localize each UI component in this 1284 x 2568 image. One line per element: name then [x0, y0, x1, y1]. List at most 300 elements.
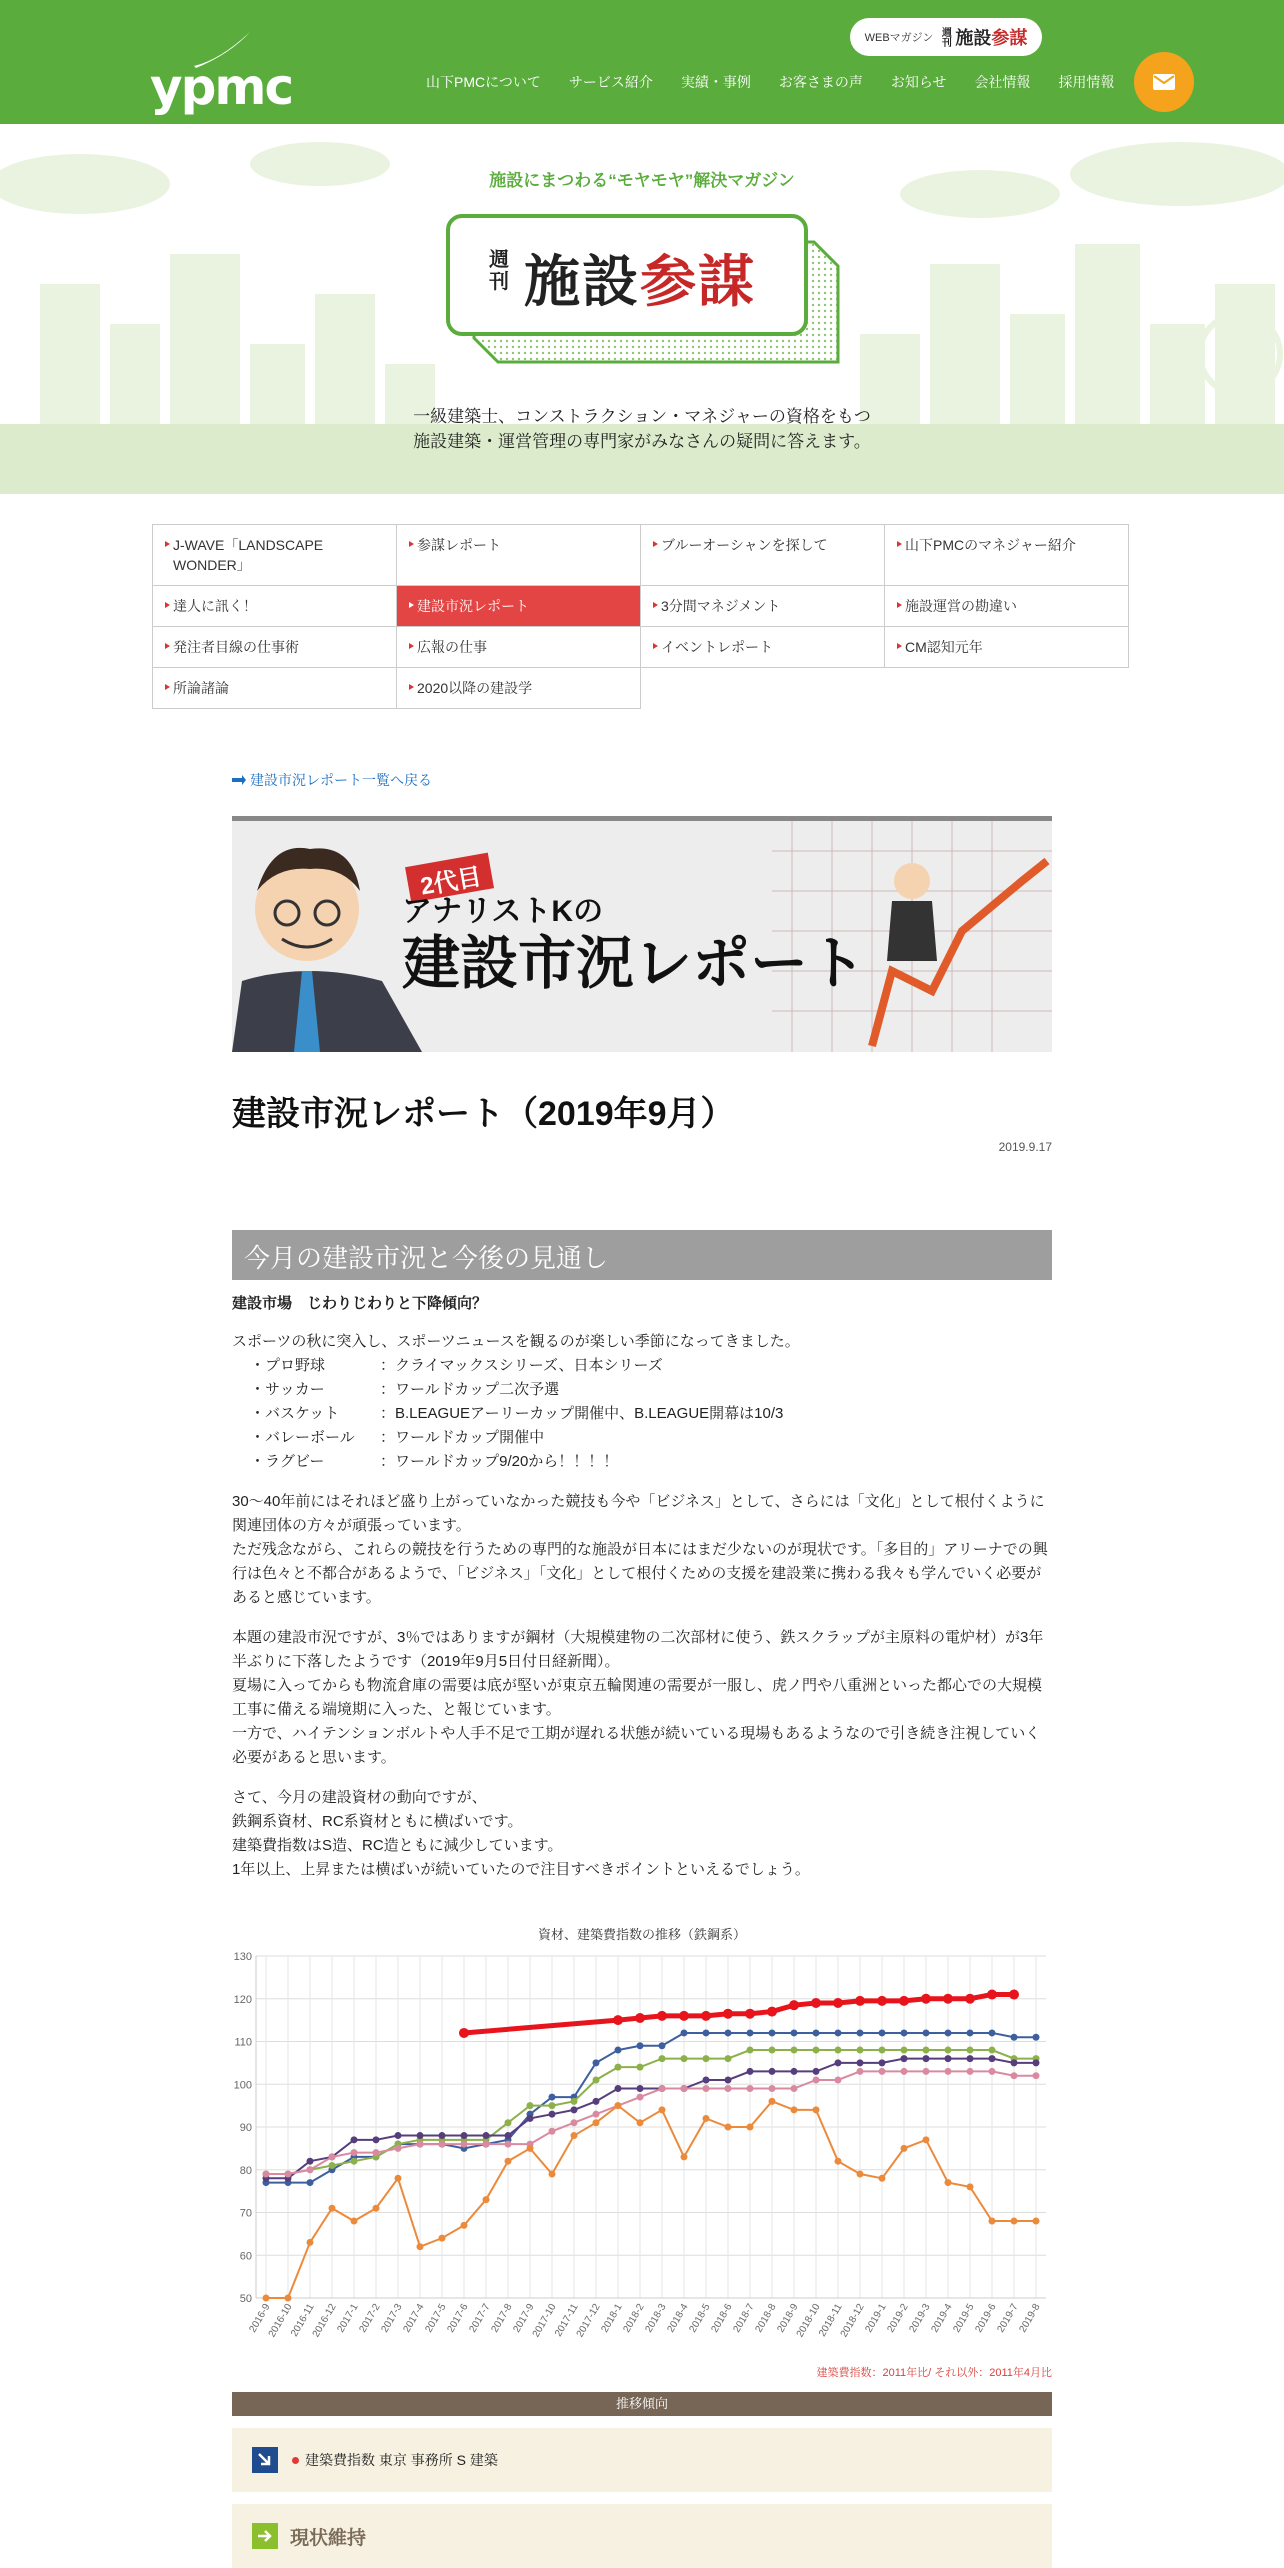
back-link-label: 建設市況レポート一覧へ戻る — [250, 772, 432, 788]
data-point — [989, 2055, 996, 2062]
data-point — [1033, 2034, 1040, 2041]
webmag-title-b: 参謀 — [991, 28, 1028, 48]
data-point — [989, 2218, 996, 2225]
cat-shoron[interactable]: 所論諸論 — [152, 667, 397, 709]
nav-cases[interactable]: 実績・事例 — [680, 74, 751, 90]
data-point — [745, 2009, 755, 2019]
data-point — [613, 2015, 623, 2025]
data-point — [483, 2132, 490, 2139]
site-header — [0, 0, 1284, 124]
x-tick-label: 2017-6 — [445, 2302, 471, 2335]
data-point — [967, 2068, 974, 2075]
arrow-down-right-icon — [252, 2447, 278, 2473]
data-point — [921, 1994, 931, 2004]
data-point — [461, 2222, 468, 2229]
sub-heading: 建設市場 じわりじわりと下降傾向？ — [232, 1295, 488, 1312]
data-point — [681, 2055, 688, 2062]
data-point — [923, 2029, 930, 2036]
data-point — [459, 2028, 469, 2038]
x-tick-label: 2017-4 — [401, 2302, 427, 2335]
x-tick-label: 2019-5 — [951, 2302, 977, 2335]
sports-item — [232, 1426, 1052, 1450]
x-tick-label: 2018-1 — [599, 2302, 625, 2335]
x-tick-label: 2018-6 — [709, 2302, 735, 2335]
data-point — [549, 2094, 556, 2101]
data-point — [857, 2171, 864, 2178]
y-tick-label: 50 — [239, 2293, 252, 2305]
x-tick-label: 2017-7 — [467, 2302, 493, 2335]
hero-tagline: 施設にまつわる“モヤモヤ”解決マガジン — [489, 171, 795, 190]
data-point — [461, 2132, 468, 2139]
x-tick-label: 2019-1 — [863, 2302, 889, 2335]
cat-after-2020[interactable]: 2020以降の建設学 — [396, 667, 641, 709]
data-point — [571, 2098, 578, 2105]
data-point — [679, 2011, 689, 2021]
x-tick-label: 2019-2 — [885, 2302, 911, 2335]
data-point — [329, 2205, 336, 2212]
x-tick-label: 2019-3 — [907, 2302, 933, 2335]
data-point — [1033, 2072, 1040, 2079]
data-point — [967, 2029, 974, 2036]
data-point — [505, 2141, 512, 2148]
paragraph-8: 鉄鋼系資材、RC系資材ともに横ばいです。 — [232, 1813, 523, 1830]
banner-line2: 建設市況レポート — [402, 931, 867, 996]
data-point — [549, 2111, 556, 2118]
x-tick-label: 2017-10 — [530, 2302, 559, 2340]
sports-value: ：ワールドカップ二次予選 — [380, 1381, 560, 1398]
data-point — [307, 2158, 314, 2165]
sports-value: ：ワールドカップ9/20から！！！！ — [380, 1453, 619, 1470]
data-point — [615, 2085, 622, 2092]
data-point — [1011, 2059, 1018, 2066]
paragraph-2: 30～40年前にはそれほど盛り上がっていなかった競技も今や「ビジネス」として、さらには「文化」として根付くように関連団体の方々が頑張っています。 — [232, 1493, 1045, 1534]
data-point — [965, 1994, 975, 2004]
sports-key: ・バスケット — [250, 1405, 340, 1422]
cat-cm-year[interactable]: CM認知元年 — [884, 626, 1129, 668]
series-line — [266, 2101, 1036, 2298]
data-point — [285, 2295, 292, 2302]
data-point — [527, 2115, 534, 2122]
data-point — [835, 2029, 842, 2036]
data-point — [329, 2153, 336, 2160]
data-point — [967, 2183, 974, 2190]
data-point — [747, 2029, 754, 2036]
data-point — [901, 2068, 908, 2075]
x-tick-label: 2018-9 — [775, 2302, 801, 2335]
y-tick-label: 60 — [239, 2250, 252, 2263]
webmag-title-a: 施設 — [955, 28, 992, 48]
data-point — [571, 2106, 578, 2113]
data-point — [791, 2068, 798, 2075]
data-point — [791, 2085, 798, 2092]
data-point — [857, 2059, 864, 2066]
data-point — [615, 2064, 622, 2071]
data-point — [879, 2068, 886, 2075]
data-point — [791, 2106, 798, 2113]
bullet-dot-icon — [292, 2457, 299, 2464]
x-tick-label: 2017-5 — [423, 2302, 449, 2335]
data-point — [769, 2098, 776, 2105]
data-point — [571, 2119, 578, 2126]
cat-client-view[interactable]: 発注者目線の仕事術 — [152, 626, 397, 668]
data-point — [527, 2102, 534, 2109]
data-point — [351, 2149, 358, 2156]
paragraph-3: ただ残念ながら、これらの競技を行うための専門的な施設が日本にはまだ少ないのが現状です。「多目的」アリーナでの興行は色々と不都合があるようで、「ビジネス」「文化」として根付くための支援を建設業に携わる我々も学んでいく必要があると感じています。 — [232, 1541, 1048, 1606]
data-point — [769, 2068, 776, 2075]
data-point — [701, 2011, 711, 2021]
x-tick-label: 2018-10 — [794, 2302, 823, 2340]
x-tick-label: 2018-7 — [731, 2302, 757, 2335]
hero-desc-line1: 一級建築士、コンストラクション・マネジャーの資格をもつ — [413, 407, 871, 426]
data-point — [1033, 2218, 1040, 2225]
data-point — [945, 2179, 952, 2186]
paragraph-5: 夏場に入ってからも物流倉庫の需要は底が堅いが東京五輪関連の需要が一服し、虎ノ門や八重洲といった都心での大規模工事に備える端境期に入った、と報じています。 — [232, 1677, 1043, 1718]
data-point — [857, 2029, 864, 2036]
data-point — [857, 2047, 864, 2054]
nav-about[interactable]: 山下PMCについて — [426, 74, 541, 90]
data-point — [901, 2145, 908, 2152]
data-point — [593, 2119, 600, 2126]
sports-key: ・サッカー — [250, 1381, 325, 1398]
data-point — [351, 2218, 358, 2225]
data-point — [659, 2085, 666, 2092]
data-point — [637, 2064, 644, 2071]
data-point — [635, 2013, 645, 2023]
chart-title: 資材、建築費指数の推移（鉄鋼系） — [537, 1927, 746, 1942]
data-point — [703, 2029, 710, 2036]
paragraph-10: 1年以上、上昇または横ばいが続いていたので注目すべきポイントといえるでしょう。 — [232, 1861, 810, 1878]
y-tick-label: 90 — [239, 2122, 252, 2134]
chart-canvas — [232, 1946, 1052, 2358]
steel-index-chart — [232, 1916, 1052, 2386]
sports-value: ：クライマックスシリーズ、日本シリーズ — [380, 1357, 663, 1374]
webmag-small-label: WEBマガジン — [864, 32, 934, 44]
cat-pr-work[interactable]: 広報の仕事 — [396, 626, 641, 668]
paragraph-4: 本題の建設市況ですが、3％ではありますが鋼材（大規模建物の二次部材に使う、鉄スクラップが主原料の電炉材）が3年半ぶりに下落したようです（2019年9月5日付日経新聞）。 — [232, 1629, 1044, 1670]
logo-weekly-2: 刊 — [489, 269, 509, 293]
data-point — [723, 2009, 733, 2019]
logo-title-a: 施設 — [524, 249, 640, 315]
hero — [0, 124, 1284, 494]
data-point — [857, 2068, 864, 2075]
x-tick-label: 2017-1 — [335, 2302, 361, 2335]
data-point — [813, 2029, 820, 2036]
cat-manager-intro[interactable]: 山下PMCのマネジャー紹介 — [884, 524, 1129, 586]
data-point — [835, 2076, 842, 2083]
x-tick-label: 2018-5 — [687, 2302, 713, 2335]
series-line — [266, 2071, 1036, 2174]
paragraph-9: 建築費指数はS造、RC造ともに減少しています。 — [232, 1837, 563, 1854]
article-body — [232, 1330, 1052, 1898]
report-banner — [232, 816, 1052, 1052]
data-point — [417, 2141, 424, 2148]
data-point — [571, 2132, 578, 2139]
data-point — [789, 2000, 799, 2010]
data-point — [945, 2029, 952, 2036]
x-tick-label: 2017-11 — [553, 2302, 581, 2339]
paragraph-6: 一方で、ハイテンションボルトや人手不足で工期が遅れる状態が続いている現場もあるようなので引き続き注視していく必要があると思います。 — [232, 1725, 1041, 1766]
arrow-right-icon — [252, 2523, 278, 2549]
data-point — [989, 2029, 996, 2036]
data-point — [373, 2205, 380, 2212]
data-point — [395, 2175, 402, 2182]
data-point — [989, 2047, 996, 2054]
x-tick-label: 2017-8 — [489, 2302, 515, 2335]
data-point — [703, 2085, 710, 2092]
nav-recruit[interactable]: 採用情報 — [1058, 74, 1115, 90]
paragraph-1: スポーツの秋に突入し、スポーツニュースを観るのが楽しい季節になってきました。 — [232, 1333, 800, 1350]
logo-weekly — [488, 248, 510, 292]
data-point — [747, 2047, 754, 2054]
data-point — [769, 2047, 776, 2054]
data-point — [307, 2166, 314, 2173]
cat-jwave[interactable]: J-WAVE「LANDSCAPE WONDER」 — [152, 524, 397, 586]
data-point — [263, 2171, 270, 2178]
data-point — [769, 2085, 776, 2092]
webmag-badge[interactable] — [850, 18, 1042, 56]
y-tick-label: 110 — [234, 2036, 252, 2049]
logo-title — [524, 238, 756, 318]
data-point — [483, 2196, 490, 2203]
series-line — [266, 2033, 1036, 2183]
data-point — [657, 2011, 667, 2021]
sports-value: ：B.LEAGUEアーリーカップ開催中、B.LEAGUE開幕は10/3 — [380, 1405, 784, 1422]
arrow-right-icon — [232, 775, 246, 785]
data-point — [1011, 2034, 1018, 2041]
data-point — [879, 2059, 886, 2066]
data-point — [593, 2111, 600, 2118]
x-tick-label: 2019-7 — [995, 2302, 1021, 2335]
data-point — [505, 2158, 512, 2165]
data-point — [461, 2141, 468, 2148]
banner-badge: 2代目 — [418, 863, 484, 901]
sports-item — [232, 1402, 1052, 1426]
x-tick-label: 2018-2 — [621, 2302, 647, 2335]
x-tick-label: 2018-12 — [838, 2302, 867, 2340]
data-point — [615, 2102, 622, 2109]
data-point — [945, 2055, 952, 2062]
x-tick-label: 2017-12 — [574, 2302, 603, 2340]
nav-services[interactable]: サービス紹介 — [568, 74, 653, 90]
data-point — [899, 1996, 909, 2006]
x-tick-label: 2018-11 — [817, 2302, 845, 2339]
data-point — [417, 2132, 424, 2139]
section-heading: 今月の建設市況と今後の見通し — [232, 1230, 1052, 1280]
article — [232, 770, 1052, 1878]
data-point — [417, 2243, 424, 2250]
logo-weekly-1: 週 — [489, 247, 509, 271]
data-point — [901, 2047, 908, 2054]
y-tick-label: 130 — [233, 1951, 252, 1963]
x-tick-label: 2017-3 — [379, 2302, 405, 2335]
series-line — [266, 2059, 1036, 2179]
webmag-weekly: 週刊 — [939, 27, 951, 47]
data-point — [285, 2171, 292, 2178]
x-tick-label: 2017-9 — [511, 2302, 537, 2335]
data-point — [901, 2029, 908, 2036]
trend-item-label: 建築費指数 東京 事務所 S 建築 — [305, 2452, 498, 2468]
data-point — [593, 2059, 600, 2066]
data-point — [1011, 2072, 1018, 2079]
data-point — [659, 2042, 666, 2049]
data-point — [835, 2047, 842, 2054]
sports-value: ：ワールドカップ開催中 — [380, 1429, 545, 1446]
data-point — [879, 2175, 886, 2182]
data-point — [923, 2136, 930, 2143]
data-point — [527, 2145, 534, 2152]
series-line — [266, 2050, 1036, 2174]
paragraph-7: さて、今月の建設資材の動向ですが、 — [232, 1789, 487, 1806]
webmag-title — [955, 24, 1027, 50]
data-point — [1033, 2059, 1040, 2066]
data-point — [659, 2106, 666, 2113]
x-tick-label: 2019-6 — [973, 2302, 999, 2335]
hero-description — [0, 404, 1284, 454]
cat-3min-management[interactable]: 3分間マネジメント — [640, 585, 885, 627]
data-point — [637, 2085, 644, 2092]
banner-line1: アナリストKの — [402, 895, 604, 928]
data-point — [791, 2047, 798, 2054]
shisetsu-sanbou-logo — [444, 212, 840, 372]
x-tick-label: 2016-10 — [266, 2302, 295, 2340]
cat-event-report[interactable]: イベントレポート — [640, 626, 885, 668]
data-point — [725, 2085, 732, 2092]
x-tick-label: 2016-11 — [289, 2302, 317, 2339]
nav-company[interactable]: 会社情報 — [974, 74, 1031, 90]
data-point — [879, 2029, 886, 2036]
publish-date: 2019.9.17 — [998, 1140, 1052, 1154]
x-tick-label: 2016-9 — [247, 2302, 273, 2335]
nav-voices[interactable]: お客さまの声 — [778, 74, 863, 90]
cat-tatsujin[interactable]: 達人に訊く！ — [152, 585, 397, 627]
data-point — [703, 2076, 710, 2083]
sports-item — [232, 1378, 1052, 1402]
data-point — [945, 2068, 952, 2075]
data-point — [747, 2068, 754, 2075]
cat-sanbou-report[interactable]: 参謀レポート — [396, 524, 641, 586]
back-link[interactable] — [232, 770, 1052, 790]
x-tick-label: 2019-8 — [1017, 2302, 1043, 2335]
data-point — [987, 1989, 997, 1999]
nav-news[interactable]: お知らせ — [890, 74, 947, 90]
sports-key: ・ラグビー — [250, 1453, 325, 1470]
data-point — [307, 2179, 314, 2186]
chart-note: 建築費指数：2011年比/ それ以外：2011年4月比 — [816, 2367, 1052, 2379]
data-point — [637, 2094, 644, 2101]
series-line — [464, 1994, 1014, 2032]
data-point — [879, 2047, 886, 2054]
data-point — [791, 2029, 798, 2036]
data-point — [505, 2119, 512, 2126]
x-tick-label: 2017-2 — [357, 2302, 383, 2335]
data-point — [1011, 2218, 1018, 2225]
data-point — [725, 2029, 732, 2036]
trend-header: 推移傾向 — [232, 2392, 1052, 2416]
data-point — [967, 2055, 974, 2062]
data-point — [725, 2124, 732, 2131]
data-point — [813, 2076, 820, 2083]
data-point — [637, 2119, 644, 2126]
x-tick-label: 2018-8 — [753, 2302, 779, 2335]
hero-desc-line2: 施設建築・運営管理の専門家がみなさんの疑問に答えます。 — [413, 432, 871, 451]
x-tick-label: 2016-12 — [310, 2302, 339, 2340]
data-point — [835, 2158, 842, 2165]
data-point — [329, 2162, 336, 2169]
page-title: 建設市況レポート（2019年9月） — [232, 1095, 735, 1133]
data-point — [351, 2158, 358, 2165]
data-point — [877, 1996, 887, 2006]
sports-item — [232, 1354, 1052, 1378]
mail-button[interactable] — [1134, 52, 1194, 112]
data-point — [439, 2141, 446, 2148]
sports-key: ・プロ野球 — [250, 1357, 326, 1374]
data-point — [505, 2132, 512, 2139]
x-tick-label: 2018-4 — [665, 2302, 691, 2335]
sports-key: ・バレーボール — [250, 1429, 355, 1446]
data-point — [833, 1998, 843, 2008]
data-point — [769, 2029, 776, 2036]
data-point — [703, 2055, 710, 2062]
data-point — [725, 2076, 732, 2083]
data-point — [923, 2055, 930, 2062]
sports-item — [232, 1450, 1052, 1474]
status-item — [232, 2504, 1052, 2568]
ypmc-logo[interactable] — [150, 28, 293, 116]
data-point — [747, 2124, 754, 2131]
data-point — [307, 2239, 314, 2246]
banner-illustration — [232, 821, 1052, 1052]
data-point — [549, 2102, 556, 2109]
data-point — [725, 2055, 732, 2062]
data-point — [813, 2047, 820, 2054]
data-point — [483, 2141, 490, 2148]
cat-blue-ocean[interactable]: ブルーオーシャンを探して — [640, 524, 885, 586]
data-point — [637, 2042, 644, 2049]
category-grid — [152, 524, 1132, 709]
data-point — [1009, 1989, 1019, 1999]
y-tick-label: 70 — [239, 2207, 252, 2220]
data-point — [615, 2047, 622, 2054]
cat-operations[interactable]: 施設運営の勘違い — [884, 585, 1129, 627]
data-point — [747, 2085, 754, 2092]
status-label: 現状維持 — [290, 2527, 367, 2549]
logo-text: ypmc — [150, 58, 293, 116]
data-point — [373, 2149, 380, 2156]
data-point — [967, 2047, 974, 2054]
data-point — [549, 2128, 556, 2135]
data-point — [813, 2106, 820, 2113]
y-tick-label: 80 — [239, 2164, 252, 2177]
data-point — [681, 2085, 688, 2092]
logo-title-b: 参謀 — [640, 249, 756, 315]
data-point — [703, 2115, 710, 2122]
x-tick-label: 2019-4 — [929, 2302, 955, 2335]
trend-item — [232, 2428, 1052, 2492]
data-point — [835, 2059, 842, 2066]
data-point — [593, 2098, 600, 2105]
data-point — [923, 2047, 930, 2054]
cat-market-report[interactable]: 建設市況レポート — [396, 585, 641, 627]
data-point — [439, 2235, 446, 2242]
x-tick-label: 2018-3 — [643, 2302, 669, 2335]
y-tick-label: 120 — [233, 1993, 252, 2006]
data-point — [855, 1996, 865, 2006]
data-point — [681, 2153, 688, 2160]
mail-icon — [1153, 74, 1175, 90]
data-point — [659, 2055, 666, 2062]
data-point — [811, 1998, 821, 2008]
data-point — [351, 2136, 358, 2143]
